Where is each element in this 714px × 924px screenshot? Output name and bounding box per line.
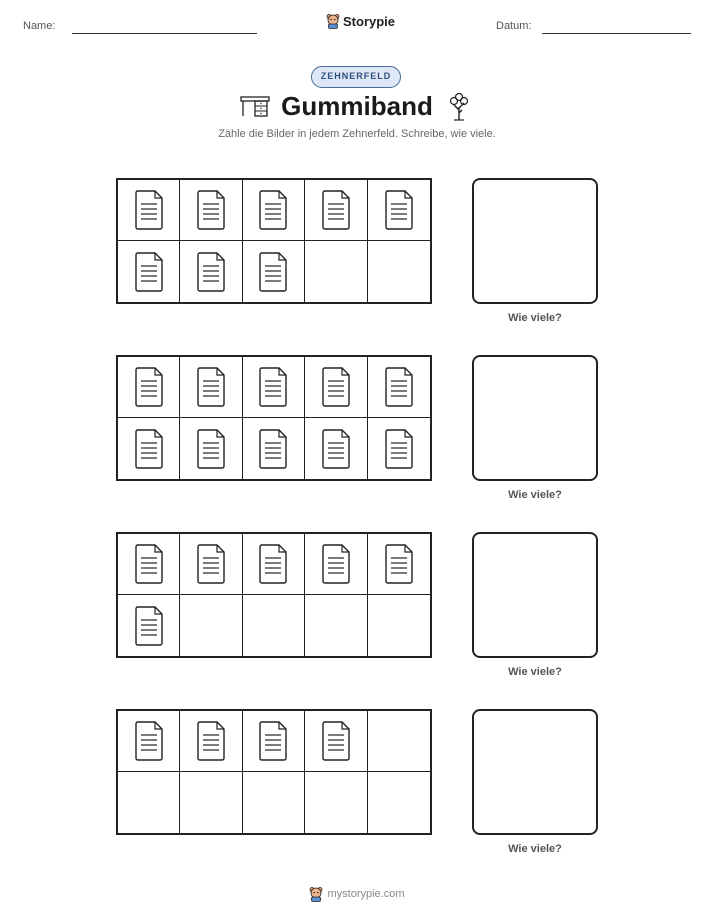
- ten-frame-1: [116, 178, 432, 304]
- ten-frame-cell: [180, 711, 242, 772]
- answer-box-3[interactable]: [472, 532, 598, 658]
- ten-frame-cell: [368, 772, 430, 833]
- ten-frame-cell: [305, 180, 367, 241]
- ten-frame-cell: [180, 241, 242, 302]
- document-icon: [134, 252, 164, 292]
- ten-frame-cell: [243, 772, 305, 833]
- ten-frame-cell: [305, 418, 367, 479]
- document-icon: [384, 367, 414, 407]
- brand-logo: [326, 13, 395, 29]
- ten-frame-2: [116, 355, 432, 481]
- document-icon: [134, 429, 164, 469]
- ten-frame-cell: [180, 534, 242, 595]
- answer-box-2[interactable]: [472, 355, 598, 481]
- document-icon: [258, 721, 288, 761]
- ten-frame-cell: [180, 772, 242, 833]
- ten-frame-cell: [368, 418, 430, 479]
- ten-frame-cell: [118, 534, 180, 595]
- date-label: Datum:: [496, 20, 532, 32]
- answer-label-4: Wie viele?: [508, 843, 562, 855]
- bear-mascot-icon: [309, 886, 323, 902]
- ten-frame-cell: [368, 711, 430, 772]
- document-icon: [258, 429, 288, 469]
- ten-frame-4: [116, 709, 432, 835]
- document-icon: [134, 190, 164, 230]
- brand-name: Storypie: [343, 13, 396, 29]
- document-icon: [321, 721, 351, 761]
- ten-frame-cell: [243, 595, 305, 656]
- ten-frame-3: [116, 532, 432, 658]
- tree-icon: [447, 92, 471, 122]
- document-icon: [321, 367, 351, 407]
- date-line[interactable]: [542, 33, 691, 34]
- document-icon: [196, 367, 226, 407]
- ten-frame-cell: [305, 241, 367, 302]
- document-icon: [196, 544, 226, 584]
- document-icon: [196, 721, 226, 761]
- page-title: Gummiband: [281, 91, 433, 121]
- ten-frame-cell: [368, 534, 430, 595]
- document-icon: [384, 190, 414, 230]
- document-icon: [321, 429, 351, 469]
- ten-frame-cell: [368, 241, 430, 302]
- name-label: Name:: [23, 20, 56, 32]
- ten-frame-cell: [118, 241, 180, 302]
- document-icon: [321, 190, 351, 230]
- ten-frame-cell: [368, 357, 430, 418]
- answer-box-4[interactable]: [472, 709, 598, 835]
- document-icon: [321, 544, 351, 584]
- ten-frame-cell: [180, 418, 242, 479]
- footer-url: mystorypie.com: [327, 888, 405, 900]
- ten-frame-cell: [118, 180, 180, 241]
- document-icon: [258, 367, 288, 407]
- answer-label-2: Wie viele?: [508, 489, 562, 501]
- ten-frame-cell: [305, 595, 367, 656]
- document-icon: [134, 606, 164, 646]
- name-line[interactable]: [72, 33, 257, 34]
- ten-frame-cell: [243, 180, 305, 241]
- ten-frame-cell: [305, 711, 367, 772]
- answer-box-1[interactable]: [472, 178, 598, 304]
- ten-frame-cell: [243, 241, 305, 302]
- ten-frame-cell: [180, 180, 242, 241]
- ten-frame-cell: [243, 534, 305, 595]
- document-icon: [384, 429, 414, 469]
- document-icon: [258, 190, 288, 230]
- ten-frame-cell: [305, 534, 367, 595]
- document-icon: [384, 544, 414, 584]
- document-icon: [196, 252, 226, 292]
- category-badge: ZEHNERFELD: [311, 66, 401, 88]
- document-icon: [258, 544, 288, 584]
- footer: [0, 886, 714, 902]
- ten-frame-cell: [118, 772, 180, 833]
- ten-frame-cell: [243, 357, 305, 418]
- ten-frame-cell: [305, 357, 367, 418]
- document-icon: [196, 190, 226, 230]
- ten-frame-cell: [243, 711, 305, 772]
- ten-frame-cell: [118, 711, 180, 772]
- ten-frame-cell: [180, 595, 242, 656]
- ten-frame-cell: [180, 357, 242, 418]
- ten-frame-cell: [368, 595, 430, 656]
- document-icon: [134, 544, 164, 584]
- document-icon: [258, 252, 288, 292]
- answer-label-3: Wie viele?: [508, 666, 562, 678]
- answer-label-1: Wie viele?: [508, 312, 562, 324]
- ten-frame-cell: [118, 595, 180, 656]
- document-icon: [134, 721, 164, 761]
- ten-frame-cell: [118, 418, 180, 479]
- ten-frame-cell: [305, 772, 367, 833]
- bear-mascot-icon: [326, 13, 340, 29]
- ten-frame-cell: [243, 418, 305, 479]
- document-icon: [196, 429, 226, 469]
- ten-frame-cell: [118, 357, 180, 418]
- document-icon: [134, 367, 164, 407]
- ten-frame-cell: [368, 180, 430, 241]
- instructions: Zähle die Bilder in jedem Zehnerfeld. Schreibe, wie viele.: [218, 128, 496, 140]
